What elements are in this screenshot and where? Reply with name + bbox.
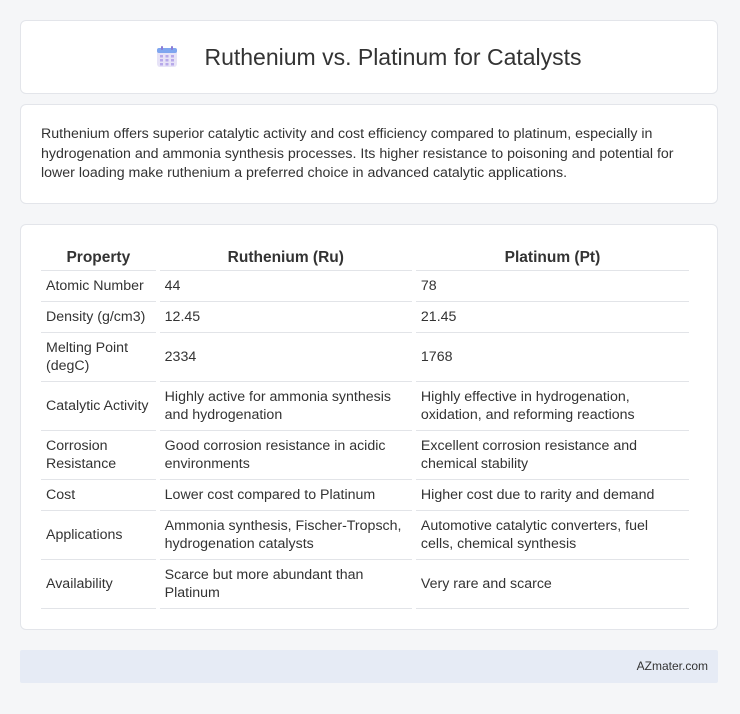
cell-ruthenium: Lower cost compared to Platinum bbox=[160, 480, 412, 511]
cell-platinum: Excellent corrosion resistance and chemical stability bbox=[416, 431, 689, 480]
summary-text: Ruthenium offers superior catalytic activity and cost efficiency compared to platinum, especially in hydrogenation and ammonia synthesis processes. Its higher resistance to poisoning and potential for lower loading make ruthenium a preferred choice in advanced catalytic applications. bbox=[41, 126, 674, 181]
cell-ruthenium: Good corrosion resistance in acidic environments bbox=[160, 431, 412, 480]
cell-property: Cost bbox=[41, 480, 156, 511]
cell-platinum: 1768 bbox=[416, 333, 689, 382]
cell-platinum: Highly effective in hydrogenation, oxidation, and reforming reactions bbox=[416, 382, 689, 431]
cell-ruthenium: Highly active for ammonia synthesis and hydrogenation bbox=[160, 382, 412, 431]
table-row bbox=[41, 560, 689, 609]
cell-ruthenium: Scarce but more abundant than Platinum bbox=[160, 560, 412, 609]
cell-property: Catalytic Activity bbox=[41, 382, 156, 431]
page-title: Ruthenium vs. Platinum for Catalysts bbox=[204, 43, 582, 70]
comparison-table-card bbox=[20, 224, 718, 630]
cell-platinum: 21.45 bbox=[416, 302, 689, 333]
cell-property: Applications bbox=[41, 511, 156, 560]
cell-property: Atomic Number bbox=[41, 271, 156, 302]
cell-ruthenium: 12.45 bbox=[160, 302, 412, 333]
header-platinum: Platinum (Pt) bbox=[416, 243, 689, 271]
table-row bbox=[41, 333, 689, 382]
cell-platinum: 78 bbox=[416, 271, 689, 302]
table-row bbox=[41, 431, 689, 480]
cell-property: Availability bbox=[41, 560, 156, 609]
footer-bar bbox=[20, 650, 718, 683]
cell-ruthenium: Ammonia synthesis, Fischer-Tropsch, hydrogenation catalysts bbox=[160, 511, 412, 560]
header-ruthenium: Ruthenium (Ru) bbox=[160, 243, 412, 271]
cell-property: Melting Point (degC) bbox=[41, 333, 156, 382]
cell-platinum: Higher cost due to rarity and demand bbox=[416, 480, 689, 511]
table-row bbox=[41, 511, 689, 560]
calendar-grid-icon bbox=[156, 46, 178, 68]
table-row bbox=[41, 480, 689, 511]
cell-property: Density (g/cm3) bbox=[41, 302, 156, 333]
title-card bbox=[20, 20, 718, 94]
cell-property: Corrosion Resistance bbox=[41, 431, 156, 480]
table-row bbox=[41, 271, 689, 302]
table-row bbox=[41, 302, 689, 333]
cell-ruthenium: 44 bbox=[160, 271, 412, 302]
comparison-table bbox=[37, 243, 693, 609]
table-header-row bbox=[41, 243, 689, 271]
cell-platinum: Very rare and scarce bbox=[416, 560, 689, 609]
summary-card bbox=[20, 104, 718, 204]
cell-ruthenium: 2334 bbox=[160, 333, 412, 382]
footer-brand: AZmater.com bbox=[636, 659, 708, 673]
cell-platinum: Automotive catalytic converters, fuel cells, chemical synthesis bbox=[416, 511, 689, 560]
header-property: Property bbox=[41, 243, 156, 271]
table-row bbox=[41, 382, 689, 431]
